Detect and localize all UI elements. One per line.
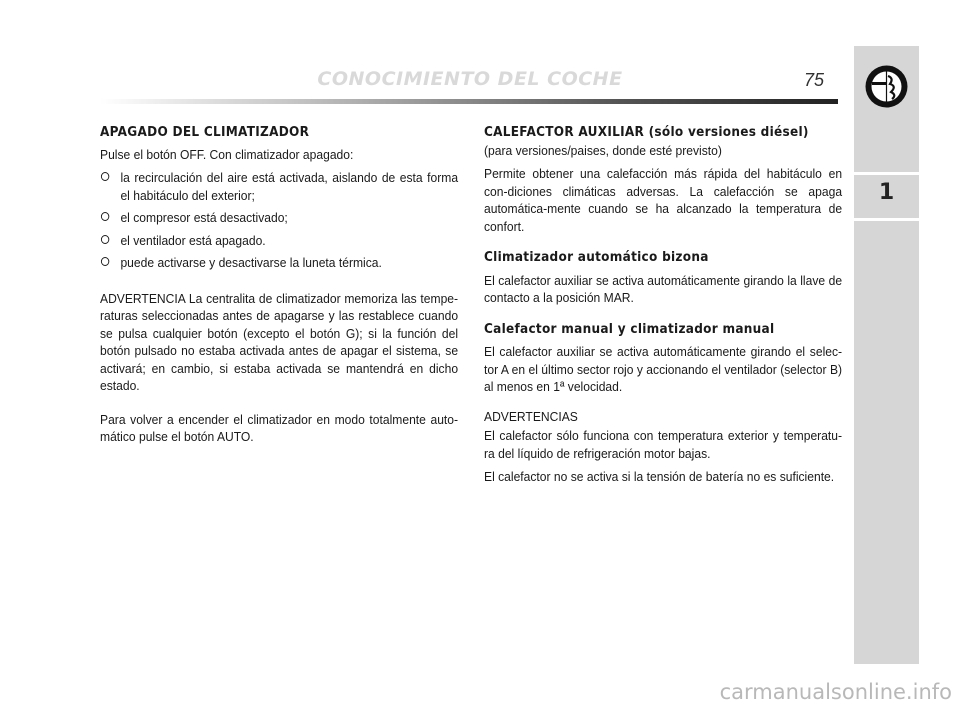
list-item [100,232,458,250]
chapter-number: 1 [878,180,895,205]
page-number: 75 [804,70,825,90]
paragraph: Permite obtener una calefacción más rápida del habitáculo en con-diciones climáticas adversas. La calefacción se apaga automática-mente cuando se ha alcanzado la temperatura de confort. [484,166,843,234]
tab-separator [854,218,919,221]
list-item-text: la recirculación del aire está activada, aislando de esta forma el habitáculo del exterior; [120,170,459,203]
left-column [100,124,458,452]
paragraph: El calefactor auxiliar se activa automáticamente girando la llave de contacto a la posición MAR. [484,272,843,305]
circle-bullet-icon [101,257,109,266]
watermark: carmanualsonline.info [719,680,952,704]
paragraph: El calefactor auxiliar se activa automáticamente girando el selec-tor A en el último sector rojo y accionando el ventilador (selector B) al menos en 1ª velocidad. [484,344,843,394]
tab-separator [854,172,919,175]
paragraph: El calefactor sólo funciona con temperatura exterior y temperatu-ra del líquido de refrigeración motor bajas. [484,428,843,461]
subsection-heading: Climatizador automático bizona [484,250,709,265]
circle-bullet-icon [101,235,109,244]
section-heading: CALEFACTOR AUXILIAR (sólo versiones diésel) [484,125,809,140]
running-header-title: CONOCIMIENTO DEL COCHE [317,68,623,90]
paragraph: Para volver a encender el climatizador en modo totalmente auto-mático pulse el botón AUTO. [100,411,459,444]
list-item [100,169,458,204]
paragraph: El calefactor no se activa si la tensión de batería no es suficiente. [484,469,835,484]
warning-paragraph: ADVERTENCIA La centralita de climatizador memoriza las tempe-raturas seleccionadas antes de apagarse y las restablece cuando se pulsa cualquier botón (excepto el botón G); si la función del botón pulsado no estaba activada antes de apagar el sistema, se activará; en cambio, si estaba activada se mantendrá en dicho estado. [100,290,459,393]
bullet-list [100,169,458,272]
chapter-side-tab [854,46,919,664]
subsection-heading: Calefactor manual y climatizador manual [484,321,775,337]
list-item-text: puede activarse y desactivarse la luneta térmica. [120,255,382,270]
section-heading: APAGADO DEL CLIMATIZADOR [100,125,310,140]
circle-bullet-icon [101,172,109,181]
paragraph: Pulse el botón OFF. Con climatizador apagado: [100,146,354,162]
circle-bullet-icon [101,212,109,221]
warnings-title: ADVERTENCIAS [484,408,578,424]
list-item [100,254,458,272]
list-item-text: el ventilador está apagado. [120,232,266,248]
header-rule [100,99,838,104]
alfa-romeo-logo-icon [864,64,909,109]
right-column [484,124,842,492]
list-item [100,209,458,227]
list-item-text: el compresor está desactivado; [120,210,288,225]
section-subtitle: (para versiones/paises, donde esté previsto) [484,142,722,158]
